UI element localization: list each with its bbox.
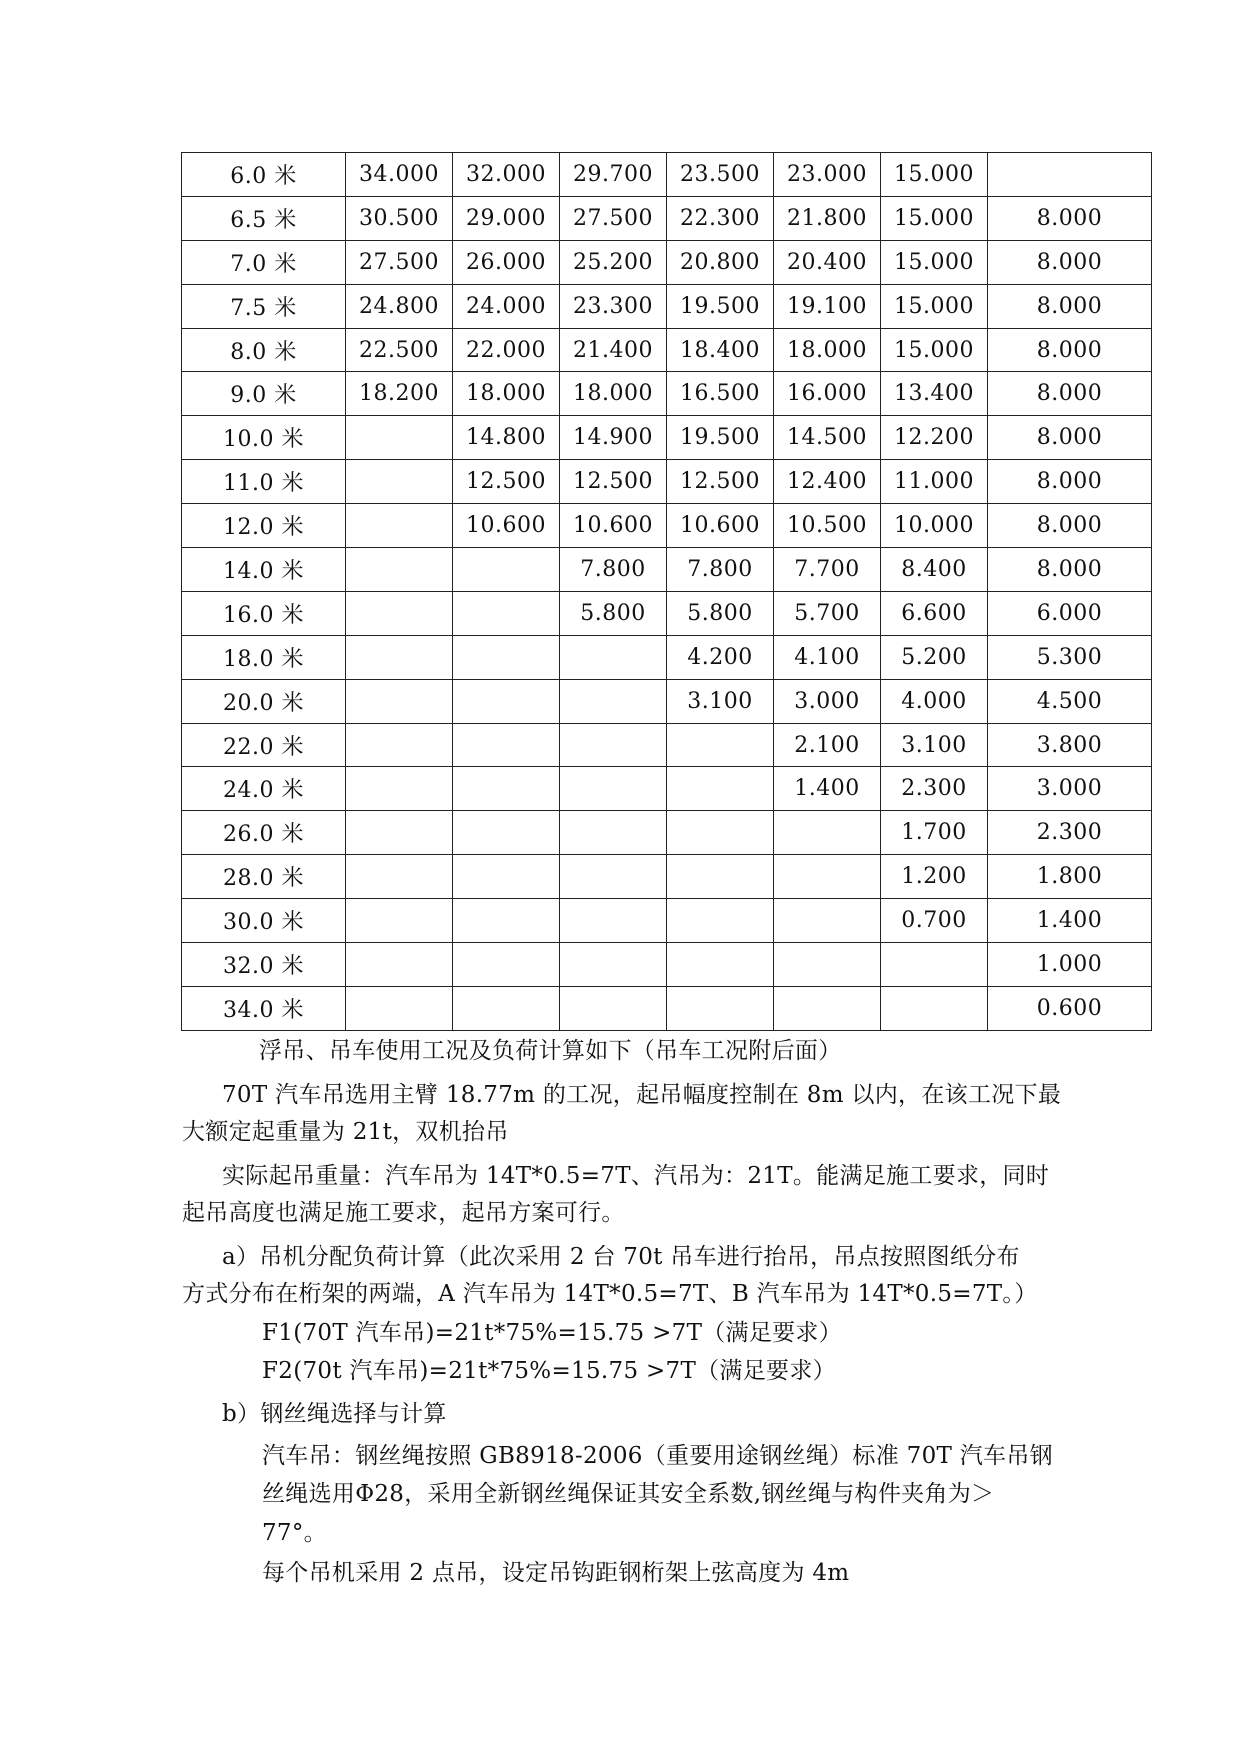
capacity-cell: 8.400: [881, 548, 988, 592]
capacity-cell: 12.400: [774, 460, 881, 504]
paragraph-line: 77°。: [262, 1520, 327, 1546]
table-row: [182, 899, 1152, 943]
radius-cell: 28.0 米: [182, 855, 346, 899]
capacity-cell: 1.400: [774, 767, 881, 811]
capacity-cell: 10.600: [667, 504, 774, 548]
capacity-cell: [346, 460, 453, 504]
radius-cell: 6.0 米: [182, 153, 346, 197]
capacity-cell: [346, 635, 453, 679]
capacity-cell: 22.000: [453, 328, 560, 372]
capacity-cell: 0.700: [881, 899, 988, 943]
capacity-cell: 19.500: [667, 284, 774, 328]
table-row: [182, 328, 1152, 372]
table-row: [182, 460, 1152, 504]
capacity-cell: [346, 855, 453, 899]
capacity-cell: [560, 899, 667, 943]
subsection-heading: b）钢丝绳选择与计算: [222, 1401, 447, 1427]
paragraph-line: 汽车吊：钢丝绳按照 GB8918-2006（重要用途钢丝绳）标准 70T 汽车吊钢: [262, 1443, 1053, 1469]
capacity-cell: 5.300: [988, 635, 1152, 679]
radius-cell: 18.0 米: [182, 635, 346, 679]
capacity-cell: [881, 986, 988, 1030]
table-row: [182, 855, 1152, 899]
capacity-cell: 3.000: [988, 767, 1152, 811]
capacity-cell: 23.500: [667, 153, 774, 197]
capacity-cell: 12.500: [667, 460, 774, 504]
capacity-cell: 12.500: [453, 460, 560, 504]
section-heading: 浮吊、吊车使用工况及负荷计算如下（吊车工况附后面）: [259, 1038, 842, 1064]
capacity-cell: 8.000: [988, 460, 1152, 504]
capacity-cell: [346, 986, 453, 1030]
capacity-cell: 15.000: [881, 328, 988, 372]
formula-line: F2(70t 汽车吊)=21t*75%=15.75 >7T（满足要求）: [262, 1358, 836, 1384]
paragraph-line: 起吊高度也满足施工要求，起吊方案可行。: [182, 1200, 625, 1226]
capacity-cell: 10.600: [560, 504, 667, 548]
capacity-cell: [346, 548, 453, 592]
capacity-cell: 7.800: [667, 548, 774, 592]
formula-line: F1(70T 汽车吊)=21t*75%=15.75 >7T（满足要求）: [262, 1320, 843, 1346]
capacity-cell: 8.000: [988, 284, 1152, 328]
capacity-cell: 11.000: [881, 460, 988, 504]
capacity-cell: [346, 504, 453, 548]
radius-cell: 6.5 米: [182, 196, 346, 240]
capacity-cell: 10.500: [774, 504, 881, 548]
capacity-cell: 23.300: [560, 284, 667, 328]
capacity-cell: 27.500: [560, 196, 667, 240]
capacity-cell: 10.000: [881, 504, 988, 548]
capacity-cell: [774, 943, 881, 987]
capacity-cell: 1.200: [881, 855, 988, 899]
paragraph-line: 丝绳选用Φ28，采用全新钢丝绳保证其安全系数,钢丝绳与构件夹角为＞: [262, 1481, 995, 1507]
capacity-cell: [560, 855, 667, 899]
capacity-cell: [346, 899, 453, 943]
table-row: [182, 986, 1152, 1030]
capacity-cell: 1.800: [988, 855, 1152, 899]
capacity-cell: 14.500: [774, 416, 881, 460]
capacity-cell: 8.000: [988, 372, 1152, 416]
capacity-cell: [346, 943, 453, 987]
capacity-cell: [774, 986, 881, 1030]
capacity-cell: 15.000: [881, 284, 988, 328]
capacity-cell: 3.000: [774, 679, 881, 723]
capacity-cell: 26.000: [453, 240, 560, 284]
capacity-cell: 6.000: [988, 591, 1152, 635]
capacity-cell: 3.800: [988, 723, 1152, 767]
capacity-cell: 8.000: [988, 196, 1152, 240]
capacity-cell: [667, 723, 774, 767]
capacity-cell: 10.600: [453, 504, 560, 548]
capacity-cell: 16.000: [774, 372, 881, 416]
table-row: [182, 416, 1152, 460]
capacity-cell: 3.100: [667, 679, 774, 723]
capacity-cell: 32.000: [453, 153, 560, 197]
capacity-cell: 23.000: [774, 153, 881, 197]
capacity-cell: 20.400: [774, 240, 881, 284]
table-row: [182, 679, 1152, 723]
capacity-cell: 8.000: [988, 328, 1152, 372]
capacity-cell: 4.100: [774, 635, 881, 679]
table-row: [182, 284, 1152, 328]
capacity-cell: [453, 679, 560, 723]
table-row: [182, 635, 1152, 679]
table-row: [182, 548, 1152, 592]
capacity-cell: 0.600: [988, 986, 1152, 1030]
paragraph-line: 大额定起重量为 21t，双机抬吊: [182, 1119, 509, 1145]
table-row: [182, 240, 1152, 284]
table-row: [182, 153, 1152, 197]
capacity-cell: 4.200: [667, 635, 774, 679]
capacity-cell: 13.400: [881, 372, 988, 416]
capacity-cell: 5.800: [667, 591, 774, 635]
capacity-cell: 2.300: [881, 767, 988, 811]
table-row: [182, 723, 1152, 767]
radius-cell: 10.0 米: [182, 416, 346, 460]
radius-cell: 7.5 米: [182, 284, 346, 328]
capacity-cell: [560, 635, 667, 679]
capacity-cell: 4.500: [988, 679, 1152, 723]
capacity-cell: 3.100: [881, 723, 988, 767]
capacity-cell: [560, 986, 667, 1030]
capacity-cell: [560, 723, 667, 767]
capacity-cell: [346, 591, 453, 635]
capacity-cell: [453, 986, 560, 1030]
capacity-cell: 19.100: [774, 284, 881, 328]
capacity-cell: 7.800: [560, 548, 667, 592]
capacity-cell: 25.200: [560, 240, 667, 284]
capacity-cell: 5.700: [774, 591, 881, 635]
capacity-cell: [560, 811, 667, 855]
capacity-cell: 29.000: [453, 196, 560, 240]
capacity-cell: 14.900: [560, 416, 667, 460]
capacity-cell: [560, 943, 667, 987]
radius-cell: 8.0 米: [182, 328, 346, 372]
capacity-cell: 34.000: [346, 153, 453, 197]
capacity-cell: 7.700: [774, 548, 881, 592]
capacity-cell: [667, 767, 774, 811]
table-row: [182, 767, 1152, 811]
capacity-cell: 21.800: [774, 196, 881, 240]
capacity-cell: [774, 855, 881, 899]
paragraph-line: 实际起吊重量：汽车吊为 14T*0.5=7T、汽吊为：21T。能满足施工要求，同时: [222, 1163, 1050, 1189]
capacity-cell: 19.500: [667, 416, 774, 460]
table-row: [182, 811, 1152, 855]
capacity-cell: [453, 899, 560, 943]
radius-cell: 16.0 米: [182, 591, 346, 635]
capacity-cell: 5.800: [560, 591, 667, 635]
capacity-cell: 30.500: [346, 196, 453, 240]
radius-cell: 32.0 米: [182, 943, 346, 987]
capacity-cell: [453, 943, 560, 987]
capacity-cell: 15.000: [881, 240, 988, 284]
capacity-cell: [667, 811, 774, 855]
capacity-cell: [988, 153, 1152, 197]
capacity-cell: [346, 767, 453, 811]
capacity-cell: 29.700: [560, 153, 667, 197]
capacity-cell: [560, 679, 667, 723]
capacity-cell: 18.000: [453, 372, 560, 416]
radius-cell: 20.0 米: [182, 679, 346, 723]
radius-cell: 34.0 米: [182, 986, 346, 1030]
capacity-cell: 22.300: [667, 196, 774, 240]
capacity-cell: 12.500: [560, 460, 667, 504]
paragraph-line: 每个吊机采用 2 点吊，设定吊钩距钢桁架上弦高度为 4m: [262, 1560, 850, 1586]
table-row: [182, 196, 1152, 240]
table-body: [182, 153, 1152, 1031]
capacity-cell: 18.400: [667, 328, 774, 372]
radius-cell: 11.0 米: [182, 460, 346, 504]
capacity-cell: [453, 635, 560, 679]
paragraph-line: 方式分布在桁架的两端，A 汽车吊为 14T*0.5=7T、B 汽车吊为 14T*0.5=7T。）: [182, 1281, 1038, 1307]
capacity-cell: [346, 679, 453, 723]
capacity-cell: 18.200: [346, 372, 453, 416]
capacity-cell: 27.500: [346, 240, 453, 284]
capacity-cell: 2.100: [774, 723, 881, 767]
capacity-cell: 18.000: [774, 328, 881, 372]
capacity-cell: 15.000: [881, 196, 988, 240]
radius-cell: 22.0 米: [182, 723, 346, 767]
table-row: [182, 372, 1152, 416]
capacity-cell: [667, 855, 774, 899]
capacity-cell: [453, 855, 560, 899]
table-row: [182, 591, 1152, 635]
capacity-cell: [667, 943, 774, 987]
radius-cell: 7.0 米: [182, 240, 346, 284]
capacity-cell: [881, 943, 988, 987]
capacity-cell: 22.500: [346, 328, 453, 372]
capacity-cell: 14.800: [453, 416, 560, 460]
capacity-cell: [774, 811, 881, 855]
capacity-cell: 12.200: [881, 416, 988, 460]
capacity-cell: 8.000: [988, 240, 1152, 284]
capacity-cell: 24.000: [453, 284, 560, 328]
capacity-cell: 8.000: [988, 416, 1152, 460]
capacity-cell: [667, 899, 774, 943]
capacity-cell: 4.000: [881, 679, 988, 723]
capacity-cell: 1.000: [988, 943, 1152, 987]
capacity-cell: [453, 591, 560, 635]
capacity-cell: 5.200: [881, 635, 988, 679]
capacity-cell: 6.600: [881, 591, 988, 635]
capacity-cell: [346, 416, 453, 460]
capacity-cell: 8.000: [988, 548, 1152, 592]
capacity-cell: [453, 767, 560, 811]
capacity-cell: 8.000: [988, 504, 1152, 548]
paragraph-line: a）吊机分配负荷计算（此次采用 2 台 70t 吊车进行抬吊，吊点按照图纸分布: [222, 1244, 1020, 1270]
radius-cell: 9.0 米: [182, 372, 346, 416]
capacity-cell: 24.800: [346, 284, 453, 328]
capacity-cell: 21.400: [560, 328, 667, 372]
capacity-cell: 16.500: [667, 372, 774, 416]
capacity-cell: [453, 811, 560, 855]
capacity-cell: 1.400: [988, 899, 1152, 943]
radius-cell: 14.0 米: [182, 548, 346, 592]
capacity-cell: 1.700: [881, 811, 988, 855]
capacity-cell: [774, 899, 881, 943]
crane-load-table: [181, 152, 1152, 1031]
capacity-cell: [346, 811, 453, 855]
paragraph-line: 70T 汽车吊选用主臂 18.77m 的工况，起吊幅度控制在 8m 以内，在该工况下最: [222, 1082, 1062, 1108]
radius-cell: 12.0 米: [182, 504, 346, 548]
capacity-cell: [453, 723, 560, 767]
capacity-cell: 18.000: [560, 372, 667, 416]
table-row: [182, 943, 1152, 987]
capacity-cell: [453, 548, 560, 592]
radius-cell: 30.0 米: [182, 899, 346, 943]
table-row: [182, 504, 1152, 548]
capacity-cell: [346, 723, 453, 767]
radius-cell: 26.0 米: [182, 811, 346, 855]
capacity-cell: [560, 767, 667, 811]
capacity-cell: 2.300: [988, 811, 1152, 855]
radius-cell: 24.0 米: [182, 767, 346, 811]
capacity-cell: 15.000: [881, 153, 988, 197]
capacity-cell: [667, 986, 774, 1030]
capacity-cell: 20.800: [667, 240, 774, 284]
